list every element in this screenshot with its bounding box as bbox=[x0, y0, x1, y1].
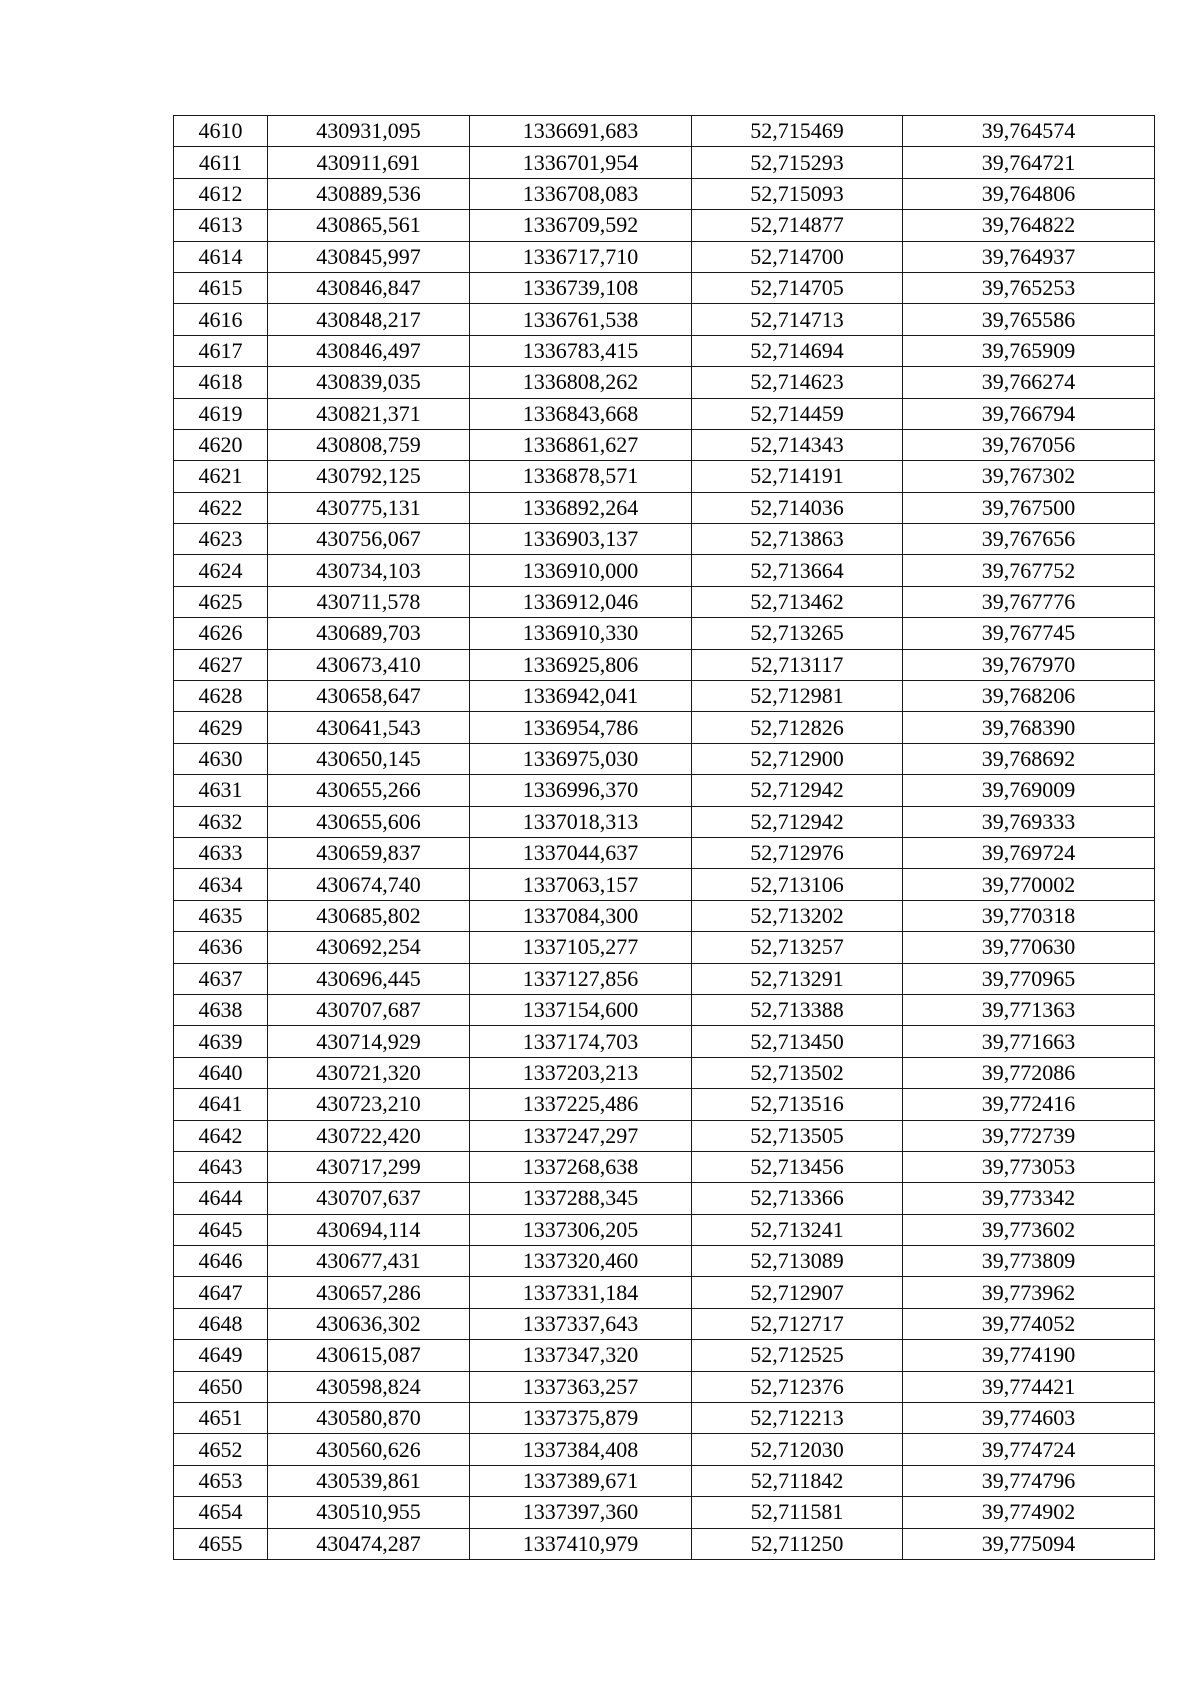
table-row bbox=[174, 304, 1155, 335]
latitude-cell: 52,715093 bbox=[692, 178, 903, 209]
latitude-cell: 52,712030 bbox=[692, 1434, 903, 1465]
latitude-cell: 52,713516 bbox=[692, 1089, 903, 1120]
point-number-cell: 4615 bbox=[174, 272, 268, 303]
table-row bbox=[174, 743, 1155, 774]
y-coordinate-cell: 1336691,683 bbox=[470, 116, 692, 147]
x-coordinate-cell: 430655,266 bbox=[268, 775, 470, 806]
table-row bbox=[174, 932, 1155, 963]
y-coordinate-cell: 1337127,856 bbox=[470, 963, 692, 994]
point-number-cell: 4643 bbox=[174, 1151, 268, 1182]
x-coordinate-cell: 430723,210 bbox=[268, 1089, 470, 1120]
latitude-cell: 52,714705 bbox=[692, 272, 903, 303]
point-number-cell: 4636 bbox=[174, 932, 268, 963]
x-coordinate-cell: 430714,929 bbox=[268, 1026, 470, 1057]
latitude-cell: 52,712976 bbox=[692, 837, 903, 868]
latitude-cell: 52,711581 bbox=[692, 1497, 903, 1528]
point-number-cell: 4641 bbox=[174, 1089, 268, 1120]
point-number-cell: 4617 bbox=[174, 335, 268, 366]
y-coordinate-cell: 1337203,213 bbox=[470, 1057, 692, 1088]
latitude-cell: 52,714713 bbox=[692, 304, 903, 335]
table-row bbox=[174, 461, 1155, 492]
x-coordinate-cell: 430636,302 bbox=[268, 1308, 470, 1339]
table-row bbox=[174, 1120, 1155, 1151]
latitude-cell: 52,714623 bbox=[692, 367, 903, 398]
longitude-cell: 39,769333 bbox=[903, 806, 1155, 837]
table-row bbox=[174, 1026, 1155, 1057]
x-coordinate-cell: 430650,145 bbox=[268, 743, 470, 774]
y-coordinate-cell: 1336910,330 bbox=[470, 618, 692, 649]
point-number-cell: 4648 bbox=[174, 1308, 268, 1339]
latitude-cell: 52,712826 bbox=[692, 712, 903, 743]
longitude-cell: 39,767776 bbox=[903, 586, 1155, 617]
longitude-cell: 39,767752 bbox=[903, 555, 1155, 586]
point-number-cell: 4639 bbox=[174, 1026, 268, 1057]
point-number-cell: 4644 bbox=[174, 1183, 268, 1214]
y-coordinate-cell: 1336709,592 bbox=[470, 210, 692, 241]
table-row bbox=[174, 210, 1155, 241]
point-number-cell: 4613 bbox=[174, 210, 268, 241]
point-number-cell: 4647 bbox=[174, 1277, 268, 1308]
table-row bbox=[174, 1371, 1155, 1402]
y-coordinate-cell: 1336892,264 bbox=[470, 492, 692, 523]
point-number-cell: 4646 bbox=[174, 1246, 268, 1277]
point-number-cell: 4632 bbox=[174, 806, 268, 837]
latitude-cell: 52,713202 bbox=[692, 900, 903, 931]
y-coordinate-cell: 1336701,954 bbox=[470, 147, 692, 178]
y-coordinate-cell: 1337363,257 bbox=[470, 1371, 692, 1402]
longitude-cell: 39,774190 bbox=[903, 1340, 1155, 1371]
longitude-cell: 39,774603 bbox=[903, 1403, 1155, 1434]
table-row bbox=[174, 1434, 1155, 1465]
y-coordinate-cell: 1337397,360 bbox=[470, 1497, 692, 1528]
y-coordinate-cell: 1337018,313 bbox=[470, 806, 692, 837]
table-row bbox=[174, 994, 1155, 1025]
y-coordinate-cell: 1336808,262 bbox=[470, 367, 692, 398]
longitude-cell: 39,771663 bbox=[903, 1026, 1155, 1057]
longitude-cell: 39,769724 bbox=[903, 837, 1155, 868]
latitude-cell: 52,713502 bbox=[692, 1057, 903, 1088]
y-coordinate-cell: 1336878,571 bbox=[470, 461, 692, 492]
point-number-cell: 4620 bbox=[174, 429, 268, 460]
longitude-cell: 39,774796 bbox=[903, 1465, 1155, 1496]
table-row bbox=[174, 775, 1155, 806]
table-row bbox=[174, 1057, 1155, 1088]
y-coordinate-cell: 1337384,408 bbox=[470, 1434, 692, 1465]
point-number-cell: 4621 bbox=[174, 461, 268, 492]
x-coordinate-cell: 430792,125 bbox=[268, 461, 470, 492]
latitude-cell: 52,713241 bbox=[692, 1214, 903, 1245]
point-number-cell: 4618 bbox=[174, 367, 268, 398]
point-number-cell: 4642 bbox=[174, 1120, 268, 1151]
table-row bbox=[174, 241, 1155, 272]
table-row bbox=[174, 681, 1155, 712]
longitude-cell: 39,770318 bbox=[903, 900, 1155, 931]
table-row bbox=[174, 806, 1155, 837]
table-row bbox=[174, 1308, 1155, 1339]
x-coordinate-cell: 430539,861 bbox=[268, 1465, 470, 1496]
latitude-cell: 52,711250 bbox=[692, 1528, 903, 1559]
latitude-cell: 52,713664 bbox=[692, 555, 903, 586]
latitude-cell: 52,712981 bbox=[692, 681, 903, 712]
latitude-cell: 52,713456 bbox=[692, 1151, 903, 1182]
point-number-cell: 4625 bbox=[174, 586, 268, 617]
x-coordinate-cell: 430689,703 bbox=[268, 618, 470, 649]
y-coordinate-cell: 1337063,157 bbox=[470, 869, 692, 900]
longitude-cell: 39,774724 bbox=[903, 1434, 1155, 1465]
latitude-cell: 52,713291 bbox=[692, 963, 903, 994]
latitude-cell: 52,713388 bbox=[692, 994, 903, 1025]
latitude-cell: 52,712900 bbox=[692, 743, 903, 774]
table-row bbox=[174, 1403, 1155, 1434]
longitude-cell: 39,764574 bbox=[903, 116, 1155, 147]
longitude-cell: 39,770965 bbox=[903, 963, 1155, 994]
table-row bbox=[174, 618, 1155, 649]
y-coordinate-cell: 1336910,000 bbox=[470, 555, 692, 586]
latitude-cell: 52,713257 bbox=[692, 932, 903, 963]
longitude-cell: 39,773602 bbox=[903, 1214, 1155, 1245]
x-coordinate-cell: 430911,691 bbox=[268, 147, 470, 178]
point-number-cell: 4649 bbox=[174, 1340, 268, 1371]
longitude-cell: 39,773962 bbox=[903, 1277, 1155, 1308]
latitude-cell: 52,712942 bbox=[692, 806, 903, 837]
table-row bbox=[174, 1340, 1155, 1371]
y-coordinate-cell: 1336861,627 bbox=[470, 429, 692, 460]
latitude-cell: 52,712717 bbox=[692, 1308, 903, 1339]
longitude-cell: 39,767302 bbox=[903, 461, 1155, 492]
x-coordinate-cell: 430808,759 bbox=[268, 429, 470, 460]
y-coordinate-cell: 1337225,486 bbox=[470, 1089, 692, 1120]
x-coordinate-cell: 430580,870 bbox=[268, 1403, 470, 1434]
table-row bbox=[174, 586, 1155, 617]
y-coordinate-cell: 1337375,879 bbox=[470, 1403, 692, 1434]
y-coordinate-cell: 1337389,671 bbox=[470, 1465, 692, 1496]
x-coordinate-cell: 430721,320 bbox=[268, 1057, 470, 1088]
x-coordinate-cell: 430560,626 bbox=[268, 1434, 470, 1465]
table-row bbox=[174, 398, 1155, 429]
y-coordinate-cell: 1336942,041 bbox=[470, 681, 692, 712]
latitude-cell: 52,714191 bbox=[692, 461, 903, 492]
longitude-cell: 39,765909 bbox=[903, 335, 1155, 366]
coordinates-table bbox=[173, 115, 1155, 1560]
latitude-cell: 52,714036 bbox=[692, 492, 903, 523]
latitude-cell: 52,715293 bbox=[692, 147, 903, 178]
y-coordinate-cell: 1337154,600 bbox=[470, 994, 692, 1025]
longitude-cell: 39,772086 bbox=[903, 1057, 1155, 1088]
y-coordinate-cell: 1337410,979 bbox=[470, 1528, 692, 1559]
x-coordinate-cell: 430692,254 bbox=[268, 932, 470, 963]
table-row bbox=[174, 1497, 1155, 1528]
point-number-cell: 4623 bbox=[174, 524, 268, 555]
latitude-cell: 52,714694 bbox=[692, 335, 903, 366]
x-coordinate-cell: 430846,497 bbox=[268, 335, 470, 366]
point-number-cell: 4655 bbox=[174, 1528, 268, 1559]
table-row bbox=[174, 1246, 1155, 1277]
table-row bbox=[174, 335, 1155, 366]
latitude-cell: 52,712213 bbox=[692, 1403, 903, 1434]
longitude-cell: 39,764937 bbox=[903, 241, 1155, 272]
point-number-cell: 4612 bbox=[174, 178, 268, 209]
x-coordinate-cell: 430846,847 bbox=[268, 272, 470, 303]
y-coordinate-cell: 1336975,030 bbox=[470, 743, 692, 774]
longitude-cell: 39,774421 bbox=[903, 1371, 1155, 1402]
longitude-cell: 39,766274 bbox=[903, 367, 1155, 398]
longitude-cell: 39,766794 bbox=[903, 398, 1155, 429]
table-row bbox=[174, 272, 1155, 303]
x-coordinate-cell: 430658,647 bbox=[268, 681, 470, 712]
latitude-cell: 52,713366 bbox=[692, 1183, 903, 1214]
y-coordinate-cell: 1336761,538 bbox=[470, 304, 692, 335]
x-coordinate-cell: 430707,637 bbox=[268, 1183, 470, 1214]
x-coordinate-cell: 430474,287 bbox=[268, 1528, 470, 1559]
point-number-cell: 4628 bbox=[174, 681, 268, 712]
latitude-cell: 52,714877 bbox=[692, 210, 903, 241]
x-coordinate-cell: 430756,067 bbox=[268, 524, 470, 555]
latitude-cell: 52,714700 bbox=[692, 241, 903, 272]
point-number-cell: 4624 bbox=[174, 555, 268, 586]
latitude-cell: 52,713462 bbox=[692, 586, 903, 617]
table-row bbox=[174, 1151, 1155, 1182]
y-coordinate-cell: 1337347,320 bbox=[470, 1340, 692, 1371]
point-number-cell: 4630 bbox=[174, 743, 268, 774]
y-coordinate-cell: 1336903,137 bbox=[470, 524, 692, 555]
x-coordinate-cell: 430734,103 bbox=[268, 555, 470, 586]
x-coordinate-cell: 430848,217 bbox=[268, 304, 470, 335]
longitude-cell: 39,765253 bbox=[903, 272, 1155, 303]
y-coordinate-cell: 1337320,460 bbox=[470, 1246, 692, 1277]
point-number-cell: 4650 bbox=[174, 1371, 268, 1402]
latitude-cell: 52,712942 bbox=[692, 775, 903, 806]
longitude-cell: 39,764822 bbox=[903, 210, 1155, 241]
longitude-cell: 39,767656 bbox=[903, 524, 1155, 555]
coordinates-table-body bbox=[174, 116, 1155, 1560]
table-row bbox=[174, 900, 1155, 931]
table-row bbox=[174, 837, 1155, 868]
x-coordinate-cell: 430673,410 bbox=[268, 649, 470, 680]
latitude-cell: 52,713265 bbox=[692, 618, 903, 649]
latitude-cell: 52,711842 bbox=[692, 1465, 903, 1496]
x-coordinate-cell: 430821,371 bbox=[268, 398, 470, 429]
longitude-cell: 39,773342 bbox=[903, 1183, 1155, 1214]
y-coordinate-cell: 1336843,668 bbox=[470, 398, 692, 429]
x-coordinate-cell: 430659,837 bbox=[268, 837, 470, 868]
longitude-cell: 39,768390 bbox=[903, 712, 1155, 743]
x-coordinate-cell: 430865,561 bbox=[268, 210, 470, 241]
point-number-cell: 4651 bbox=[174, 1403, 268, 1434]
y-coordinate-cell: 1337288,345 bbox=[470, 1183, 692, 1214]
table-row bbox=[174, 429, 1155, 460]
x-coordinate-cell: 430839,035 bbox=[268, 367, 470, 398]
y-coordinate-cell: 1337044,637 bbox=[470, 837, 692, 868]
point-number-cell: 4635 bbox=[174, 900, 268, 931]
table-row bbox=[174, 712, 1155, 743]
x-coordinate-cell: 430641,543 bbox=[268, 712, 470, 743]
point-number-cell: 4614 bbox=[174, 241, 268, 272]
longitude-cell: 39,775094 bbox=[903, 1528, 1155, 1559]
longitude-cell: 39,773809 bbox=[903, 1246, 1155, 1277]
y-coordinate-cell: 1337174,703 bbox=[470, 1026, 692, 1057]
latitude-cell: 52,713505 bbox=[692, 1120, 903, 1151]
x-coordinate-cell: 430717,299 bbox=[268, 1151, 470, 1182]
latitude-cell: 52,713863 bbox=[692, 524, 903, 555]
point-number-cell: 4633 bbox=[174, 837, 268, 868]
longitude-cell: 39,773053 bbox=[903, 1151, 1155, 1182]
point-number-cell: 4640 bbox=[174, 1057, 268, 1088]
y-coordinate-cell: 1336717,710 bbox=[470, 241, 692, 272]
longitude-cell: 39,767500 bbox=[903, 492, 1155, 523]
x-coordinate-cell: 430685,802 bbox=[268, 900, 470, 931]
table-row bbox=[174, 1089, 1155, 1120]
point-number-cell: 4619 bbox=[174, 398, 268, 429]
x-coordinate-cell: 430694,114 bbox=[268, 1214, 470, 1245]
table-row bbox=[174, 555, 1155, 586]
table-row bbox=[174, 178, 1155, 209]
longitude-cell: 39,770630 bbox=[903, 932, 1155, 963]
table-row bbox=[174, 649, 1155, 680]
latitude-cell: 52,714343 bbox=[692, 429, 903, 460]
table-row bbox=[174, 1214, 1155, 1245]
y-coordinate-cell: 1336912,046 bbox=[470, 586, 692, 617]
table-row bbox=[174, 1183, 1155, 1214]
table-row bbox=[174, 869, 1155, 900]
longitude-cell: 39,774052 bbox=[903, 1308, 1155, 1339]
longitude-cell: 39,767970 bbox=[903, 649, 1155, 680]
point-number-cell: 4616 bbox=[174, 304, 268, 335]
longitude-cell: 39,764721 bbox=[903, 147, 1155, 178]
y-coordinate-cell: 1336954,786 bbox=[470, 712, 692, 743]
x-coordinate-cell: 430711,578 bbox=[268, 586, 470, 617]
y-coordinate-cell: 1336783,415 bbox=[470, 335, 692, 366]
point-number-cell: 4638 bbox=[174, 994, 268, 1025]
y-coordinate-cell: 1337084,300 bbox=[470, 900, 692, 931]
y-coordinate-cell: 1336739,108 bbox=[470, 272, 692, 303]
y-coordinate-cell: 1337337,643 bbox=[470, 1308, 692, 1339]
table-row bbox=[174, 524, 1155, 555]
longitude-cell: 39,772739 bbox=[903, 1120, 1155, 1151]
table-row bbox=[174, 1465, 1155, 1496]
x-coordinate-cell: 430657,286 bbox=[268, 1277, 470, 1308]
x-coordinate-cell: 430696,445 bbox=[268, 963, 470, 994]
latitude-cell: 52,714459 bbox=[692, 398, 903, 429]
x-coordinate-cell: 430707,687 bbox=[268, 994, 470, 1025]
point-number-cell: 4611 bbox=[174, 147, 268, 178]
y-coordinate-cell: 1337105,277 bbox=[470, 932, 692, 963]
longitude-cell: 39,767745 bbox=[903, 618, 1155, 649]
y-coordinate-cell: 1336996,370 bbox=[470, 775, 692, 806]
longitude-cell: 39,770002 bbox=[903, 869, 1155, 900]
table-row bbox=[174, 1277, 1155, 1308]
y-coordinate-cell: 1336708,083 bbox=[470, 178, 692, 209]
y-coordinate-cell: 1337247,297 bbox=[470, 1120, 692, 1151]
latitude-cell: 52,713117 bbox=[692, 649, 903, 680]
point-number-cell: 4645 bbox=[174, 1214, 268, 1245]
table-row bbox=[174, 116, 1155, 147]
point-number-cell: 4627 bbox=[174, 649, 268, 680]
longitude-cell: 39,771363 bbox=[903, 994, 1155, 1025]
x-coordinate-cell: 430655,606 bbox=[268, 806, 470, 837]
point-number-cell: 4610 bbox=[174, 116, 268, 147]
latitude-cell: 52,712376 bbox=[692, 1371, 903, 1402]
longitude-cell: 39,772416 bbox=[903, 1089, 1155, 1120]
point-number-cell: 4622 bbox=[174, 492, 268, 523]
point-number-cell: 4653 bbox=[174, 1465, 268, 1496]
latitude-cell: 52,712525 bbox=[692, 1340, 903, 1371]
table-row bbox=[174, 367, 1155, 398]
latitude-cell: 52,715469 bbox=[692, 116, 903, 147]
x-coordinate-cell: 430674,740 bbox=[268, 869, 470, 900]
table-row bbox=[174, 1528, 1155, 1559]
latitude-cell: 52,713089 bbox=[692, 1246, 903, 1277]
y-coordinate-cell: 1337306,205 bbox=[470, 1214, 692, 1245]
point-number-cell: 4629 bbox=[174, 712, 268, 743]
latitude-cell: 52,713450 bbox=[692, 1026, 903, 1057]
y-coordinate-cell: 1336925,806 bbox=[470, 649, 692, 680]
x-coordinate-cell: 430598,824 bbox=[268, 1371, 470, 1402]
point-number-cell: 4654 bbox=[174, 1497, 268, 1528]
longitude-cell: 39,764806 bbox=[903, 178, 1155, 209]
point-number-cell: 4631 bbox=[174, 775, 268, 806]
latitude-cell: 52,712907 bbox=[692, 1277, 903, 1308]
x-coordinate-cell: 430722,420 bbox=[268, 1120, 470, 1151]
x-coordinate-cell: 430615,087 bbox=[268, 1340, 470, 1371]
table-row bbox=[174, 492, 1155, 523]
x-coordinate-cell: 430931,095 bbox=[268, 116, 470, 147]
longitude-cell: 39,769009 bbox=[903, 775, 1155, 806]
point-number-cell: 4652 bbox=[174, 1434, 268, 1465]
y-coordinate-cell: 1337331,184 bbox=[470, 1277, 692, 1308]
longitude-cell: 39,768206 bbox=[903, 681, 1155, 712]
x-coordinate-cell: 430677,431 bbox=[268, 1246, 470, 1277]
longitude-cell: 39,774902 bbox=[903, 1497, 1155, 1528]
latitude-cell: 52,713106 bbox=[692, 869, 903, 900]
longitude-cell: 39,765586 bbox=[903, 304, 1155, 335]
point-number-cell: 4634 bbox=[174, 869, 268, 900]
point-number-cell: 4637 bbox=[174, 963, 268, 994]
table-row bbox=[174, 147, 1155, 178]
longitude-cell: 39,767056 bbox=[903, 429, 1155, 460]
longitude-cell: 39,768692 bbox=[903, 743, 1155, 774]
x-coordinate-cell: 430775,131 bbox=[268, 492, 470, 523]
point-number-cell: 4626 bbox=[174, 618, 268, 649]
x-coordinate-cell: 430510,955 bbox=[268, 1497, 470, 1528]
x-coordinate-cell: 430889,536 bbox=[268, 178, 470, 209]
x-coordinate-cell: 430845,997 bbox=[268, 241, 470, 272]
table-row bbox=[174, 963, 1155, 994]
y-coordinate-cell: 1337268,638 bbox=[470, 1151, 692, 1182]
